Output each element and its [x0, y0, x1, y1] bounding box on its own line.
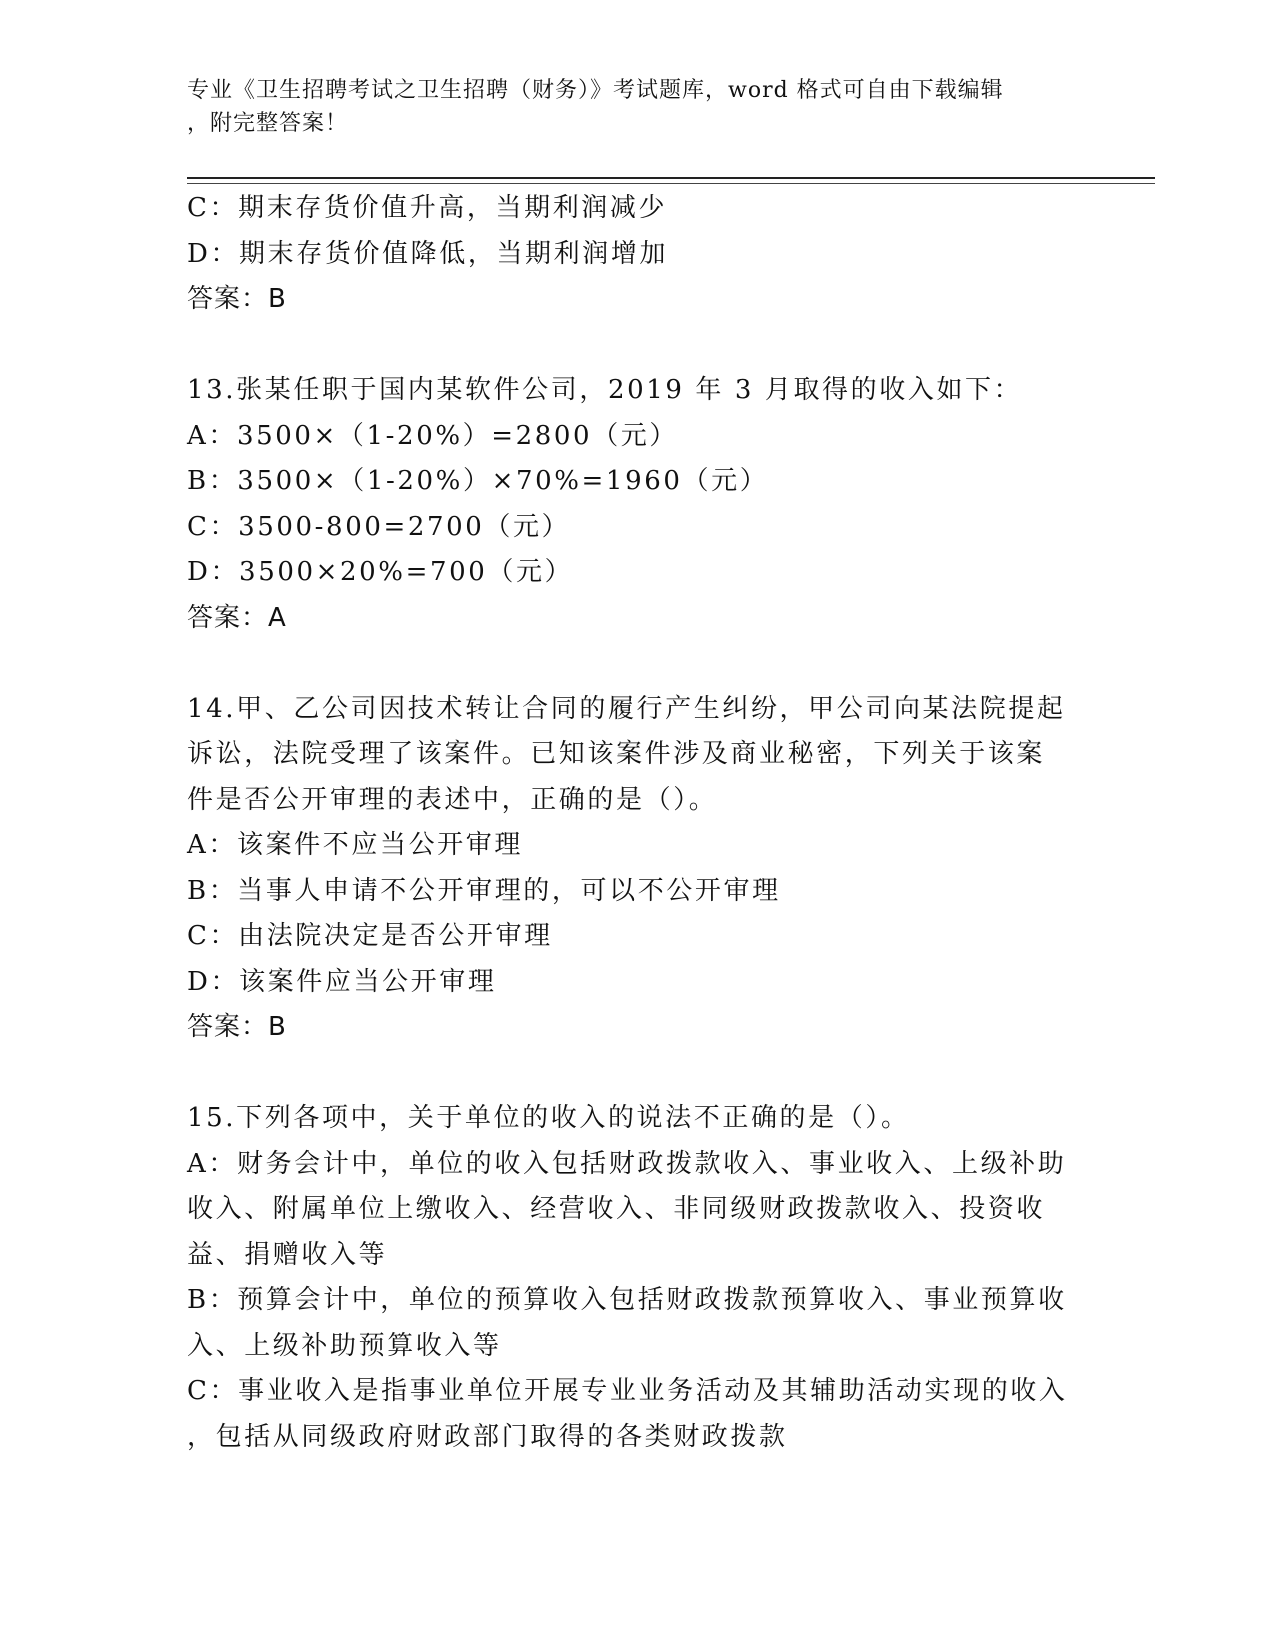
option-b: B：当事人申请不公开审理的，可以不公开审理 — [187, 875, 781, 906]
answer-line: 答案：A — [187, 602, 287, 633]
option-c: C：期末存货价值升高，当期利润减少 — [187, 193, 668, 223]
header-line-2: ，附完整答案！ — [187, 111, 349, 136]
header-line-1: 专业《卫生招聘考试之卫生招聘（财务）》考试题库，word 格式可自由下载编辑 — [187, 78, 1004, 103]
header-divider-thin — [187, 183, 1155, 184]
option-b-line: 入、上级补助预算收入等 — [187, 1330, 502, 1361]
option-d: D：该案件应当公开审理 — [187, 966, 497, 997]
document-header — [187, 74, 1067, 140]
option-c-line: ，包括从同级政府财政部门取得的各类财政拨款 — [187, 1421, 788, 1452]
question-13-stem: 13.张某任职于国内某软件公司，2019 年 3 月取得的收入如下： — [187, 375, 1023, 405]
spacer — [187, 323, 1087, 369]
option-c: C：由法院决定是否公开审理 — [187, 921, 553, 951]
spacer — [187, 1051, 1087, 1097]
option-b-line: B：预算会计中，单位的预算收入包括财政拨款预算收入、事业预算收 — [187, 1285, 1067, 1315]
option-a-line: 收入、附属单位上缴收入、经营收入、非同级财政拨款收入、投资收 — [187, 1194, 1046, 1224]
question-14-stem-line: 14.甲、乙公司因技术转让合同的履行产生纠纷，甲公司向某法院提起 — [187, 693, 1066, 724]
spacer — [187, 641, 1087, 687]
question-14-stem-line: 件是否公开审理的表述中，正确的是（）。 — [187, 784, 718, 815]
answer-line: 答案：B — [187, 1012, 287, 1042]
option-c: C：3500-800=2700（元） — [187, 511, 571, 542]
question-content — [187, 186, 1087, 1460]
answer-line: 答案：B — [187, 284, 287, 314]
option-a: A：该案件不应当公开审理 — [187, 830, 523, 860]
option-d: D：期末存货价值降低，当期利润增加 — [187, 238, 669, 269]
question-15-stem: 15.下列各项中，关于单位的收入的说法不正确的是（）。 — [187, 1103, 910, 1133]
option-a-line: 益、捐赠收入等 — [187, 1239, 388, 1270]
option-b: B：3500×（1-20%）×70%=1960（元） — [187, 466, 769, 496]
option-a-line: A：财务会计中，单位的收入包括财政拨款收入、事业收入、上级补助 — [187, 1148, 1067, 1179]
question-14-stem-line: 诉讼，法院受理了该案件。已知该案件涉及商业秘密，下列关于该案 — [187, 739, 1046, 769]
option-c-line: C：事业收入是指事业单位开展专业业务活动及其辅助活动实现的收入 — [187, 1376, 1068, 1406]
option-d: D：3500×20%=700（元） — [187, 557, 574, 587]
header-divider-thick — [187, 177, 1155, 179]
option-a: A：3500×（1-20%）=2800（元） — [187, 420, 678, 451]
